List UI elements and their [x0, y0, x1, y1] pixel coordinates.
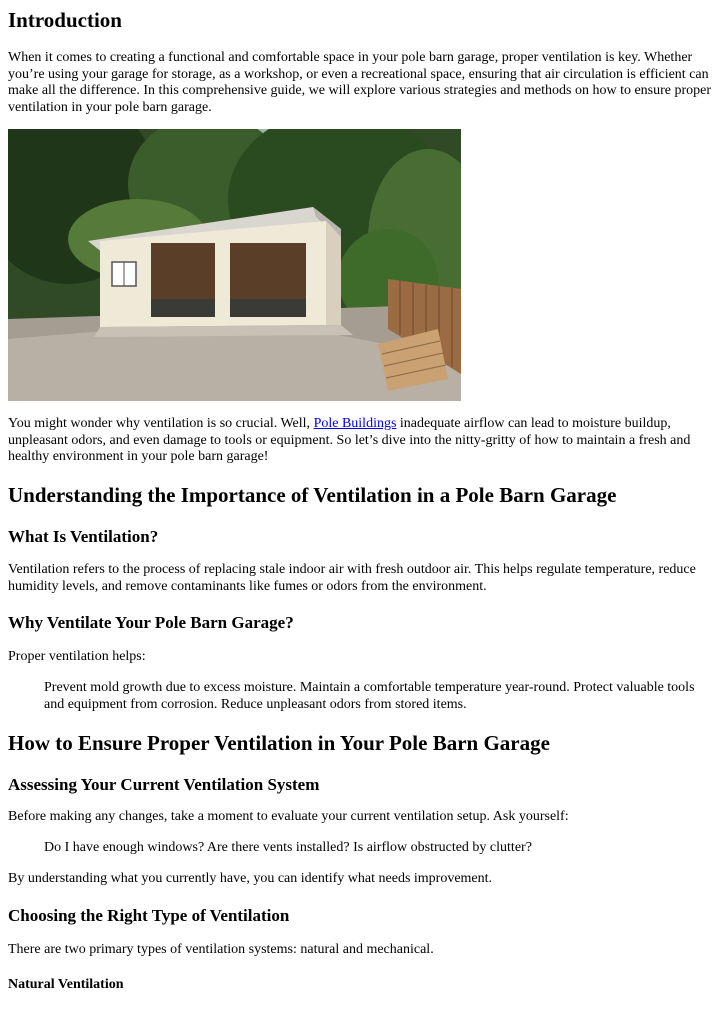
- why-text-after: inadequate airflow can lead to moisture buildup, unpleasant odors, and even damage to tools or equipment. So let’s dive into the nitty-gritty of how to maintain a fresh and healthy environment in your pole barn garage!: [8, 416, 691, 464]
- what-is-ventilation-heading: What Is Ventilation?: [8, 527, 159, 546]
- assess-paragraph: Before making any changes, take a moment to evaluate your current ventilation setup. Ask yourself:: [8, 809, 569, 824]
- why-text-before: You might wonder why ventilation is so crucial. Well,: [8, 416, 314, 431]
- why-ventilate-heading: Why Ventilate Your Pole Barn Garage?: [8, 613, 294, 632]
- understand-paragraph: By understanding what you currently have, you can identify what needs improvement.: [8, 871, 493, 886]
- pole-barn-photo: [8, 129, 461, 401]
- assess-heading: Assessing Your Current Ventilation System: [8, 775, 320, 794]
- what-is-ventilation-paragraph: Ventilation refers to the process of replacing stale indoor air with fresh outdoor air. This helps regulate temperature, reduce humidity levels, and remove contaminants like fumes or odors from the environment.: [8, 562, 696, 594]
- understanding-heading: Understanding the Importance of Ventilation in a Pole Barn Garage: [8, 483, 617, 507]
- intro-heading: Introduction: [8, 8, 122, 32]
- ventilation-types-paragraph: There are two primary types of ventilation systems: natural and mechanical.: [8, 942, 434, 957]
- natural-ventilation-heading: Natural Ventilation: [8, 977, 124, 992]
- choose-type-heading: Choosing the Right Type of Ventilation: [8, 906, 290, 925]
- ventilation-benefits-quote: Prevent mold growth due to excess moisture. Maintain a comfortable temperature year-round. Protect valuable tools and equipment from corrosion. Reduce unpleasant odors from stored items.: [44, 680, 695, 712]
- why-paragraph: [8, 416, 714, 466]
- pole-buildings-link[interactable]: Pole Buildings: [313, 416, 397, 431]
- ventilation-helps-paragraph: Proper ventilation helps:: [8, 649, 146, 664]
- assess-questions-quote: Do I have enough windows? Are there vents installed? Is airflow obstructed by clutter?: [44, 840, 532, 855]
- intro-paragraph: When it comes to creating a functional and comfortable space in your pole barn garage, proper ventilation is key. Whether you’re using your garage for storage, as a workshop, or even a recreational space, ensuring that air circulation is efficient can make all the difference. In this comprehensive guide, we will explore various strategies and methods on how to ensure proper ventilation in your pole barn garage.: [8, 50, 712, 115]
- how-to-heading: How to Ensure Proper Ventilation in Your Pole Barn Garage: [8, 731, 550, 755]
